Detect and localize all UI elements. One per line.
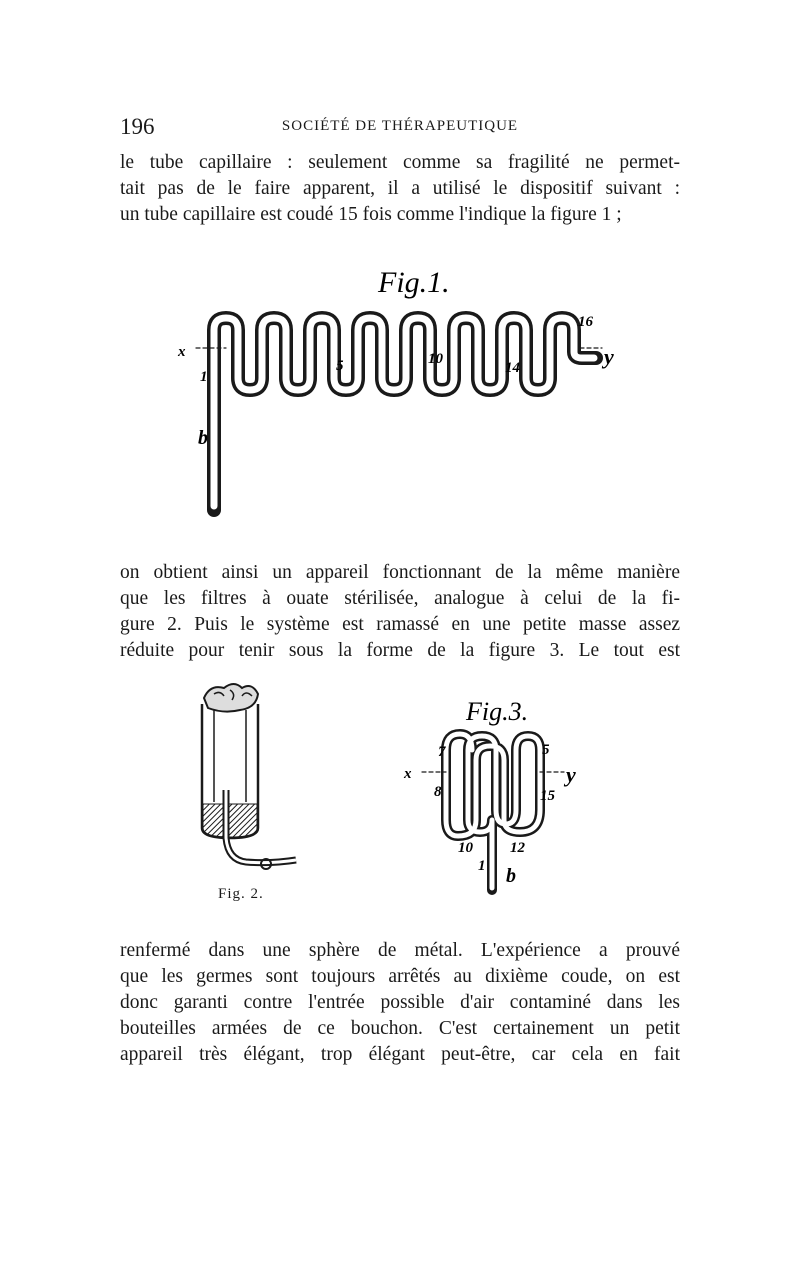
paragraph-2	[120, 560, 680, 664]
fig3-label-10: 10	[458, 840, 473, 856]
paragraph-3	[120, 938, 680, 1068]
fig3-label-12: 12	[510, 840, 525, 856]
figure-2-cotton-filter	[180, 680, 320, 890]
figure-1-caption: Fig.1.	[378, 266, 450, 299]
fig3-label-7: 7	[438, 744, 446, 760]
text-line: renfermé dans une sphère de métal. L'expérience a prouvé	[120, 940, 680, 961]
fig3-label-y: y	[566, 762, 576, 787]
figure-3-caption: Fig.3.	[466, 697, 529, 726]
fig3-label-15: 15	[540, 788, 555, 804]
text-line: donc garanti contre l'entrée possible d'air contaminé dans les	[120, 992, 680, 1013]
fig3-label-8: 8	[434, 784, 442, 800]
fig1-label-1: 1	[200, 369, 208, 385]
text-line: réduite pour tenir sous la forme de la figure 3. Le tout est	[120, 640, 680, 661]
fig1-label-10: 10	[428, 351, 443, 367]
text-line: que les germes sont toujours arrêtés au dixième coude, on est	[120, 966, 680, 987]
fig1-label-b: b	[198, 427, 208, 449]
running-title: SOCIÉTÉ DE THÉRAPEUTIQUE	[281, 118, 519, 134]
fig3-label-x: x	[404, 766, 412, 782]
text-line: un tube capillaire est coudé 15 fois comme l'indique la figure 1 ;	[120, 204, 622, 225]
fig3-label-1: 1	[478, 858, 486, 874]
figure-2-caption: Fig. 2.	[218, 886, 264, 902]
fig3-label-5: 5	[542, 742, 550, 758]
text-line: que les filtres à ouate stérilisée, analogue à celui de la fi-	[120, 588, 680, 609]
page-number: 196	[120, 114, 155, 139]
cotton-plug-icon	[204, 684, 258, 712]
text-line: gure 2. Puis le système est ramassé en une petite masse assez	[120, 614, 680, 635]
fig1-label-14: 14	[505, 360, 520, 376]
text-line: tait pas de le faire apparent, il a utilisé le dispositif suivant :	[120, 178, 680, 199]
fig1-label-16: 16	[578, 314, 593, 330]
figure-1-capillary-tube	[0, 0, 800, 540]
figure-3-folded-tube	[380, 690, 600, 900]
fig1-label-y: y	[604, 344, 614, 369]
fig1-label-5: 5	[336, 358, 344, 374]
text-line: on obtient ainsi un appareil fonctionnant de la même manière	[120, 562, 680, 583]
text-line: bouteilles armées de ce bouchon. C'est certainement un petit	[120, 1018, 680, 1039]
fig3-label-b: b	[506, 865, 516, 887]
text-line: le tube capillaire : seulement comme sa fragilité ne permet-	[120, 152, 680, 173]
text-line: appareil très élégant, trop élégant peut-être, car cela en fait	[120, 1044, 680, 1065]
fig1-label-x: x	[178, 344, 186, 360]
